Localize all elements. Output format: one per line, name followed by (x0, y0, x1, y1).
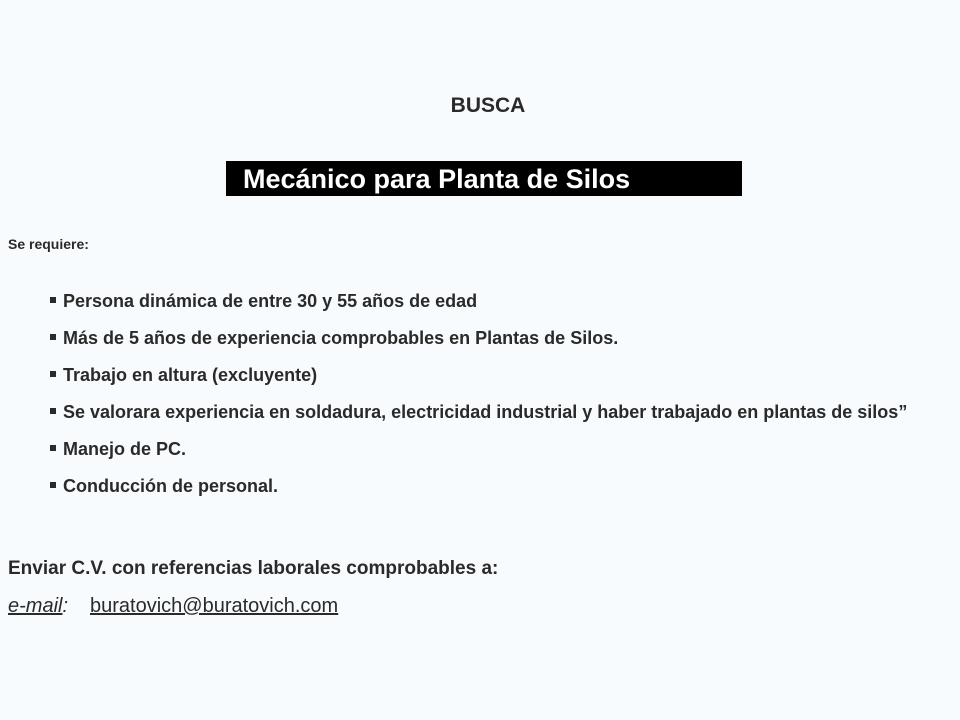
bullet-icon (50, 482, 56, 488)
list-item (50, 364, 950, 387)
list-item-text: Conducción de personal. (63, 476, 279, 496)
bullet-icon (50, 297, 56, 303)
job-title: Mecánico para Planta de Silos (243, 164, 631, 194)
bullet-icon (50, 445, 56, 451)
requirements-list (50, 290, 950, 512)
bullet-icon (50, 371, 56, 377)
list-item-text: Manejo de PC. (63, 439, 187, 459)
list-item (50, 438, 950, 461)
email-link[interactable]: buratovich@buratovich.com (90, 595, 339, 617)
list-item (50, 475, 950, 498)
heading-busca: BUSCA (450, 94, 526, 117)
list-item-text: Más de 5 años de experiencia comprobables en Plantas de Silos. (63, 328, 619, 348)
bullet-icon (50, 334, 56, 340)
list-item-text: Se valorara experiencia en soldadura, electricidad industrial y haber trabajado en plantas de silos” (63, 402, 908, 422)
requirements-label: Se requiere: (8, 236, 89, 252)
list-item (50, 290, 950, 313)
list-item (50, 401, 950, 424)
bullet-icon (50, 408, 56, 414)
send-cv-instruction: Enviar C.V. con referencias laborales comprobables a: (8, 558, 499, 579)
email-row (8, 595, 338, 618)
email-label: e-mail (8, 595, 63, 617)
email-separator: : (62, 595, 69, 617)
list-item-text: Trabajo en altura (excluyente) (63, 365, 318, 385)
list-item (50, 327, 950, 350)
list-item-text: Persona dinámica de entre 30 y 55 años de edad (63, 291, 478, 311)
